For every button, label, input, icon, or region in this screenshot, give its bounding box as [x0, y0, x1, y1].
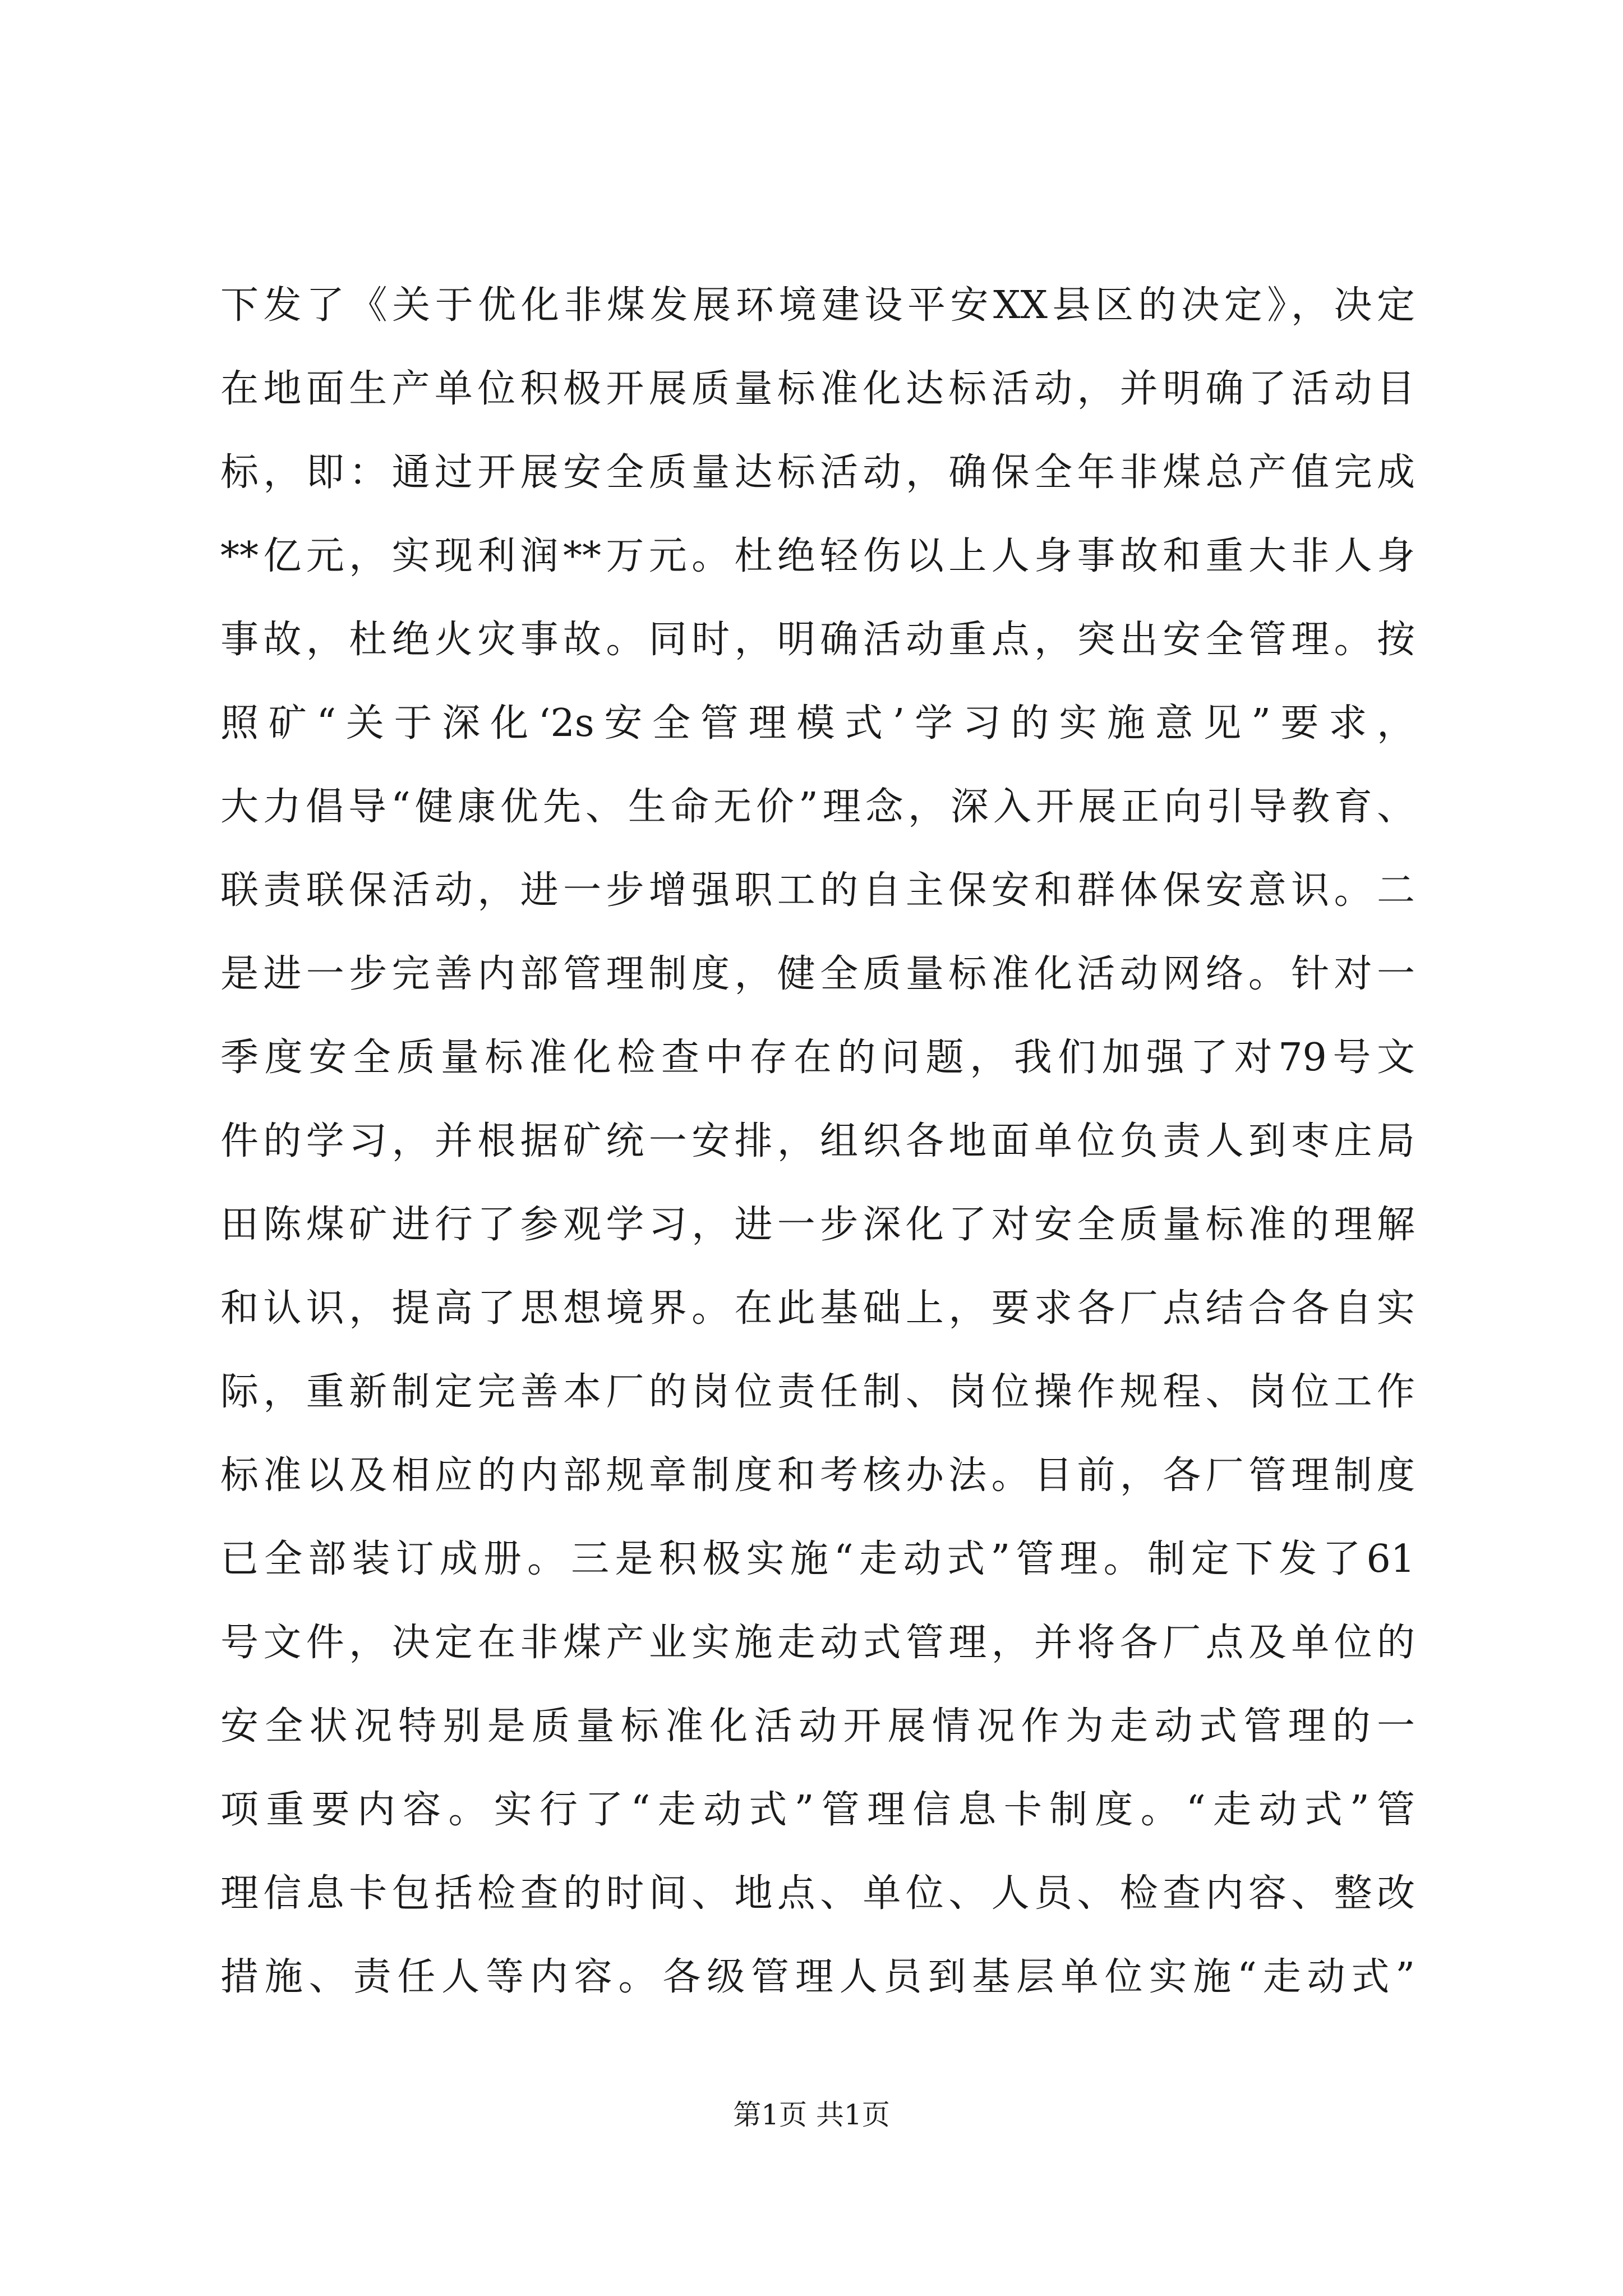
text-line: 项重要内容。实行了“走动式”管理信息卡制度。“走动式”管 [220, 1788, 1415, 1832]
text-line: 件的学习，并根据矿统一安排，组织各地面单位负责人到枣庄局 [220, 1119, 1415, 1163]
text-line: 田陈煤矿进行了参观学习，进一步深化了对安全质量标准的理解 [220, 1203, 1415, 1247]
text-line: 和认识，提高了思想境界。在此基础上，要求各厂点结合各自实 [220, 1286, 1415, 1331]
text-line: 下发了《关于优化非煤发展环境建设平安XX县区的决定》，决定 [220, 283, 1415, 328]
text-line: 已全部装订成册。三是积极实施“走动式”管理。制定下发了61 [220, 1537, 1415, 1581]
text-line: 照矿“关于深化‘2s安全管理模式’学习的实施意见”要求， [220, 701, 1415, 746]
text-line: 措施、责任人等内容。各级管理人员到基层单位实施“走动式” [220, 1955, 1415, 1999]
text-line: 是进一步完善内部管理制度，健全质量标准化活动网络。针对一 [220, 952, 1415, 996]
text-line: 号文件，决定在非煤产业实施走动式管理，并将各厂点及单位的 [220, 1621, 1415, 1665]
page-footer: 第1页 共1页 [733, 2099, 890, 2131]
text-line: 标，即：通过开展安全质量达标活动，确保全年非煤总产值完成 [220, 450, 1415, 495]
text-line: **亿元，实现利润**万元。杜绝轻伤以上人身事故和重大非人身 [220, 534, 1415, 578]
text-line: 联责联保活动，进一步增强职工的自主保安和群体保安意识。二 [220, 868, 1415, 913]
text-line: 季度安全质量标准化检查中存在的问题，我们加强了对79号文 [220, 1036, 1415, 1080]
text-line: 事故，杜绝火灾事故。同时，明确活动重点，突出安全管理。按 [220, 618, 1415, 662]
text-line: 安全状况特别是质量标准化活动开展情况作为走动式管理的一 [220, 1704, 1415, 1749]
text-line: 标准以及相应的内部规章制度和考核办法。目前，各厂管理制度 [220, 1453, 1415, 1498]
text-line: 理信息卡包括检查的时间、地点、单位、人员、检查内容、整改 [220, 1871, 1415, 1916]
body-text [220, 264, 1415, 2019]
text-line: 大力倡导“健康优先、生命无价”理念，深入开展正向引导教育、 [220, 785, 1415, 829]
text-line: 在地面生产单位积极开展质量标准化达标活动，并明确了活动目 [220, 367, 1415, 411]
text-line: 际，重新制定完善本厂的岗位责任制、岗位操作规程、岗位工作 [220, 1370, 1415, 1414]
